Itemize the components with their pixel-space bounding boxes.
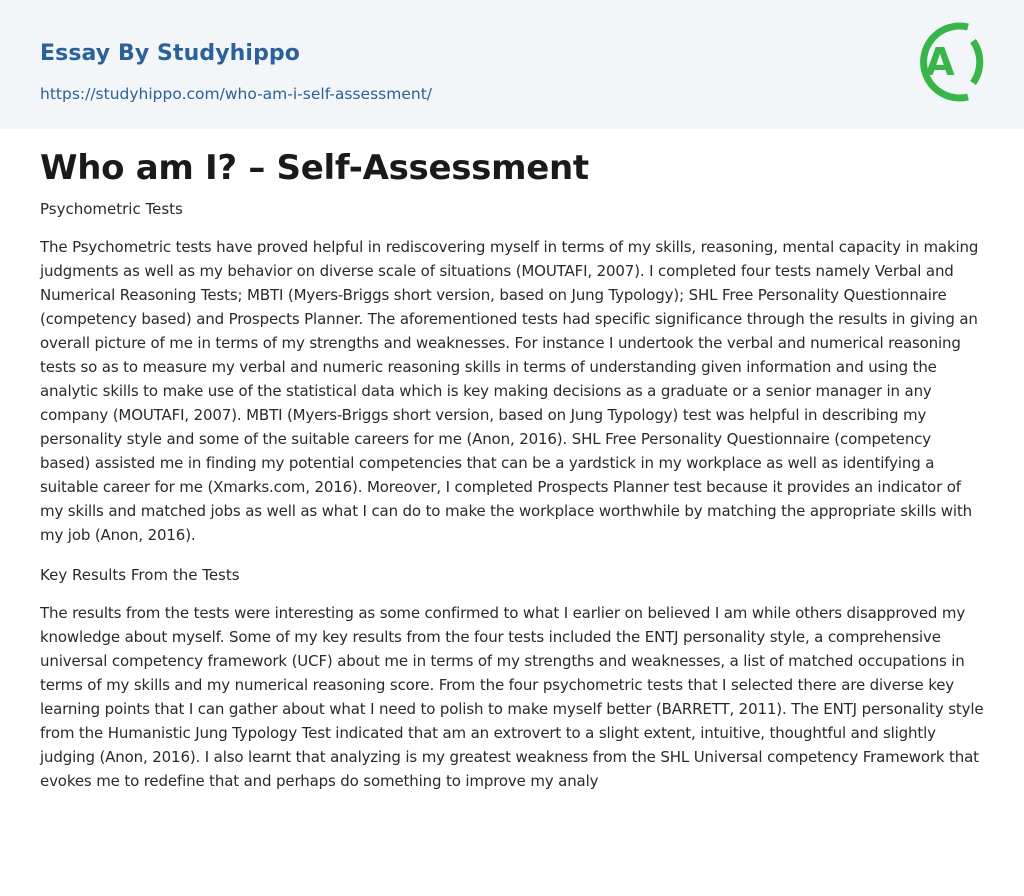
section-heading-key-results: Key Results From the Tests (40, 566, 240, 584)
site-header (0, 0, 1024, 129)
essay-url-link[interactable]: https://studyhippo.com/who-am-i-self-assessment/ (40, 85, 432, 103)
article-body (0, 129, 1024, 793)
studyhippo-logo-icon[interactable] (913, 19, 985, 105)
section-heading-psychometric: Psychometric Tests (40, 200, 183, 218)
brand-title[interactable]: Essay By Studyhippo (40, 41, 300, 66)
paragraph-key-results: The results from the tests were interesting as some confirmed to what I earlier on believed I am while others disapproved my knowledge about myself. Some of my key results from the four tests included the ENTJ personality style, a comprehensive universal competency framework (UCF) about me in terms of my strengths and weaknesses, a list of matched occupations in terms of my skills and my numerical reasoning score. From the four psychometric tests that I selected there are diverse key learning points that I can gather about what I need to polish to make myself better (BARRETT, 2011). The ENTJ personality style from the Humanistic Jung Typology Test indicated that am an extrovert to a slight extent, intuitive, thoughtful and slightly judging (Anon, 2016). I also learnt that analyzing is my greatest weakness from the SHL Universal competency Framework that evokes me to redefine that and perhaps do something to improve my analy (40, 604, 984, 790)
article-title: Who am I? – Self-Assessment (40, 148, 589, 188)
paragraph-psychometric: The Psychometric tests have proved helpful in rediscovering myself in terms of my skills, reasoning, mental capacity in making judgments as well as my behavior on diverse scale of situations (MOUTAFI, 2007). I completed four tests namely Verbal and Numerical Reasoning Tests; MBTI (Myers-Briggs short version, based on Jung Typology); SHL Free Personality Questionnaire (competency based) and Prospects Planner. The aforementioned tests had specific significance through the results in giving an overall picture of me in terms of my strengths and weaknesses. For instance I undertook the verbal and numerical reasoning tests so as to measure my verbal and numeric reasoning skills in terms of understanding given information and using the analytic skills to make use of the statistical data which is key making decisions as a graduate or a senior manager in any company (MOUTAFI, 2007). MBTI (Myers-Briggs short version, based on Jung Typology) test was helpful in describing my personality style and some of the suitable careers for me (Anon, 2016). SHL Free Personality Questionnaire (competency based) assisted me in finding my potential competencies that can be a yardstick in my workplace as well as identifying a suitable career for me (Xmarks.com, 2016). Moreover, I completed Prospects Planner test because it provides an indicator of my skills and matched jobs as well as what I can do to make the workplace worthwhile by matching the appropriate skills with my job (Anon, 2016). (40, 238, 979, 544)
logo-letter: A (925, 40, 955, 84)
